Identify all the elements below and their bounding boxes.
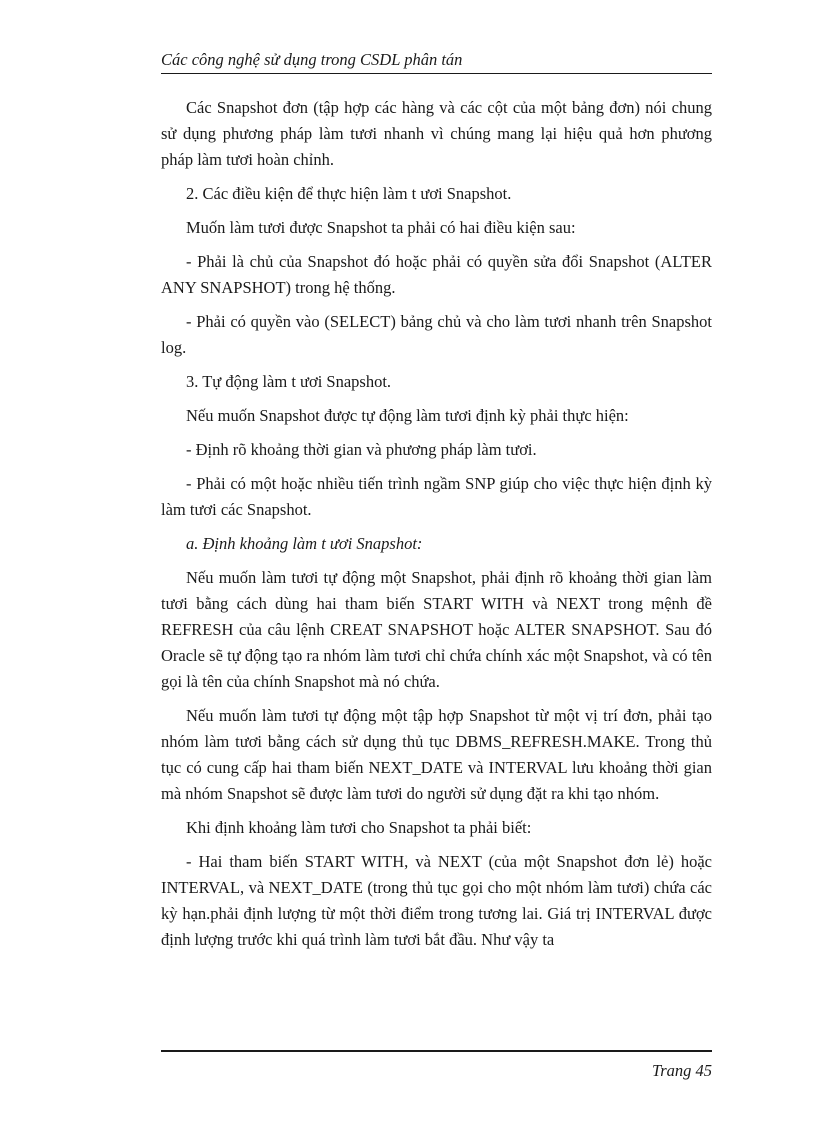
paragraph: Nếu muốn Snapshot được tự động làm tươi định kỳ phải thực hiện:	[186, 406, 629, 425]
page-footer	[161, 1050, 712, 1081]
paragraph: Nếu muốn làm tươi tự động một Snapshot, phải định rõ khoảng thời gian làm tươi bằng cách dùng hai tham biến START WITH và NEXT trong mệnh đề REFRESH của câu lệnh CREAT SNAPSHOT hoặc ALTER SNAPSHOT. Sau đó Oracle sẽ tự động tạo ra nhóm làm tươi chỉ chứa chính xác một Snapshot, và có tên gọi là tên của chính Snapshot mà nó chứa.	[161, 568, 712, 691]
subsection-heading: a. Định khoảng làm t ươi Snapshot:	[186, 534, 423, 553]
paragraph: Khi định khoảng làm tươi cho Snapshot ta phải biết:	[186, 818, 532, 837]
section-heading: 3. Tự động làm t ươi Snapshot.	[186, 372, 392, 391]
page-number: Trang 45	[651, 1061, 712, 1080]
page-body	[161, 95, 712, 961]
paragraph: Nếu muốn làm tươi tự động một tập hợp Snapshot từ một vị trí đơn, phải tạo nhóm làm tươi bằng cách sử dụng thủ tục DBMS_REFRESH.MAKE. Trong thủ tục có cung cấp hai tham biến NEXT_DATE và INTERVAL lưu khoảng thời gian mà nhóm Snapshot sẽ được làm tươi do người sử dụng đặt ra khi tạo nhóm.	[161, 706, 712, 803]
list-item: - Hai tham biến START WITH, và NEXT (của một Snapshot đơn lẻ) hoặc INTERVAL, và NEXT_DATE (trong thủ tục gọi cho một nhóm làm tươi) chứa các kỳ hạn.phải định lượng từ một thời điểm trong tương lai. Giá trị INTERVAL được định lượng trước khi quá trình làm tươi bắt đầu. Như vậy ta	[161, 852, 712, 949]
list-item: - Định rõ khoảng thời gian và phương pháp làm tươi.	[186, 440, 537, 459]
section-heading: 2. Các điều kiện để thực hiện làm t ươi Snapshot.	[186, 184, 512, 203]
page-header	[161, 50, 712, 74]
header-title: Các công nghệ sử dụng trong CSDL phân tán	[161, 50, 463, 69]
header-rule	[161, 73, 712, 74]
list-item: - Phải có một hoặc nhiều tiến trình ngầm SNP giúp cho việc thực hiện định kỳ làm tươi các Snapshot.	[161, 474, 712, 519]
paragraph: Muốn làm tươi được Snapshot ta phải có hai điều kiện sau:	[186, 218, 576, 237]
paragraph: Các Snapshot đơn (tập hợp các hàng và các cột của một bảng đơn) nói chung sử dụng phương pháp làm tươi nhanh vì chúng mang lại hiệu quả hơn phương pháp làm tươi hoàn chỉnh.	[161, 98, 712, 169]
footer-rule	[161, 1050, 712, 1052]
list-item: - Phải có quyền vào (SELECT) bảng chủ và cho làm tươi nhanh trên Snapshot log.	[161, 312, 712, 357]
list-item: - Phải là chủ của Snapshot đó hoặc phải có quyền sửa đổi Snapshot (ALTER ANY SNAPSHOT) trong hệ thống.	[161, 252, 712, 297]
